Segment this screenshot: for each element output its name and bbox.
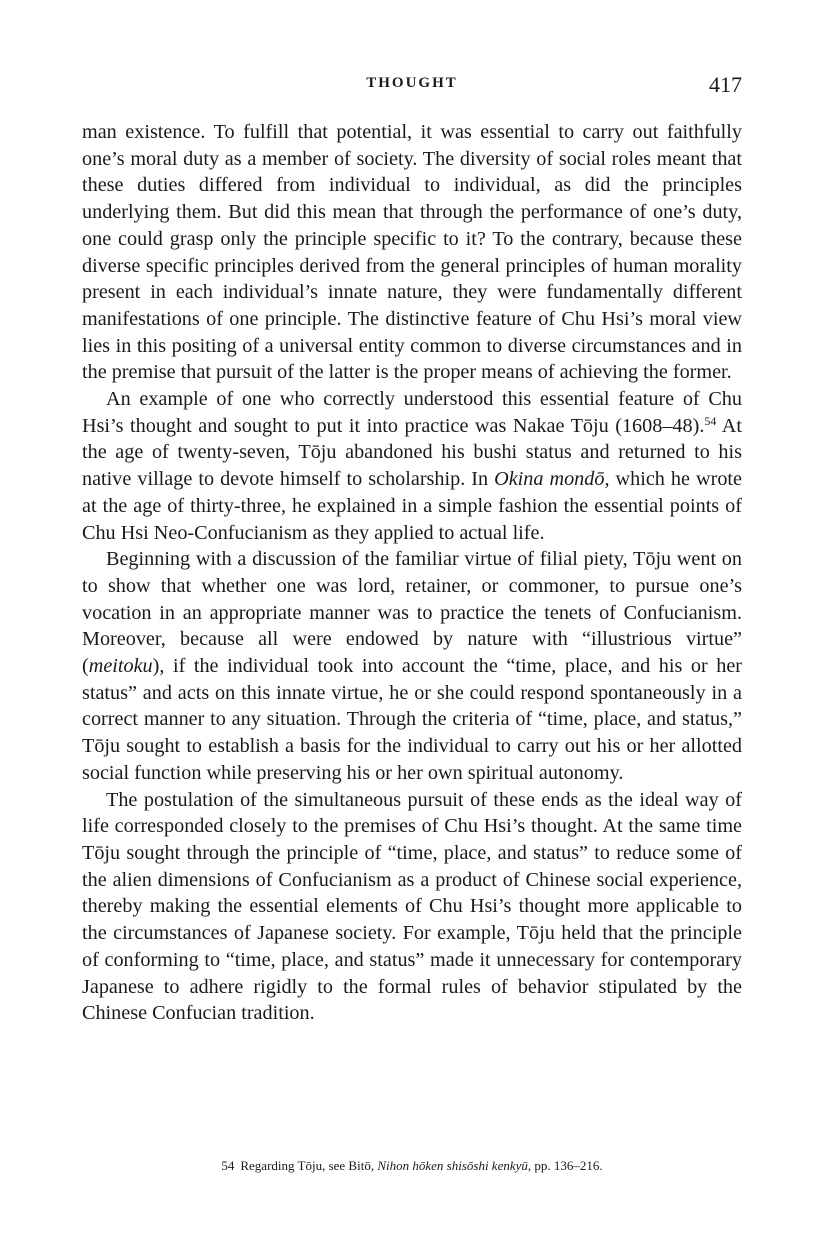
running-head: THOUGHT (366, 75, 458, 91)
paragraph-3 (82, 546, 742, 786)
term-italic: meitoku (88, 655, 153, 678)
footnote-number: 54 (221, 1158, 235, 1173)
text-run: man existence. To fulfill that potential, it was essential to carry out faithfully one’s moral duty as a member of society. The diversity of social roles meant that these duties differed from individual to individual, as did the principles underlying them. But did this mean that through the performance of one’s duty, one could grasp only the principle specific to it? To the contrary, because these diverse specific principles derived from the general principles of human morality present in each individual’s innate nature, they were fundamentally different manifestations of one principle. The distinctive feature of Chu Hsi’s moral view lies in this positing of a universal entity common to diverse circumstances and in the premise that pursuit of the latter is the proper means of achieving the former. (82, 121, 742, 384)
book-title: Nihon hōken shisōshi kenkyū, (377, 1158, 532, 1173)
text-run: At the age of twenty-seven, Tōju abandoned his bushi status and returned to his native village to devote himself to scholarship. In (82, 414, 742, 491)
footnote-reference: 54 (704, 413, 717, 428)
text-run: An example of one who correctly understood this essential feature of Chu Hsi’s thought and sought to put it into practice was Nakae Tōju (1608–48). (82, 388, 742, 437)
paragraph-2 (82, 386, 742, 546)
book-title: Okina mondō, (494, 468, 610, 491)
footnote (82, 1158, 742, 1174)
paragraph-4 (82, 787, 742, 1027)
body-text (82, 119, 742, 1027)
page-number: 417 (709, 72, 742, 97)
text-run: Regarding Tōju, see Bitō, (240, 1158, 378, 1173)
text-run: which he wrote at the age of thirty-three, he explained in a simple fashion the essential points of Chu Hsi Neo-Confucianism as they applied to actual life. (82, 468, 742, 544)
text-run: The postulation of the simultaneous pursuit of these ends as the ideal way of life corresponded closely to the premises of Chu Hsi’s thought. At the same time Tōju sought through the principle of “time, place, and status” to reduce some of the alien dimensions of Confucianism as a product of Chinese social experience, thereby making the essential elements of Chu Hsi’s thought more applicable to the circumstances of Japanese society. For example, Tōju held that the principle of conforming to “time, place, and status” made it unnecessary for contemporary Japanese to adhere rigidly to the formal rules of behavior stipulated by the Chinese Confucian tradition. (82, 788, 742, 1025)
text-run: pp. 136–216. (531, 1158, 603, 1173)
page-header (82, 72, 742, 100)
text-run: ), if the individual took into account the “time, place, and his or her status” and acts on this innate virtue, he or she could respond spontaneously in a correct manner to any situation. Through the criteria of “time, place, and status,” Tōju sought to establish a basis for the individual to carry out his or her allotted social function while preserving his or her own spiritual autonomy. (82, 655, 742, 784)
paragraph-1 (82, 119, 742, 386)
text-run: Beginning with a discussion of the familiar virtue of filial piety, Tōju went on to show that whether one was lord, retainer, or commoner, to pursue one’s vocation in an appropriate manner was to practice the tenets of Confucianism. Moreover, because all were endowed by nature with “illustrious virtue” ( (82, 548, 742, 678)
